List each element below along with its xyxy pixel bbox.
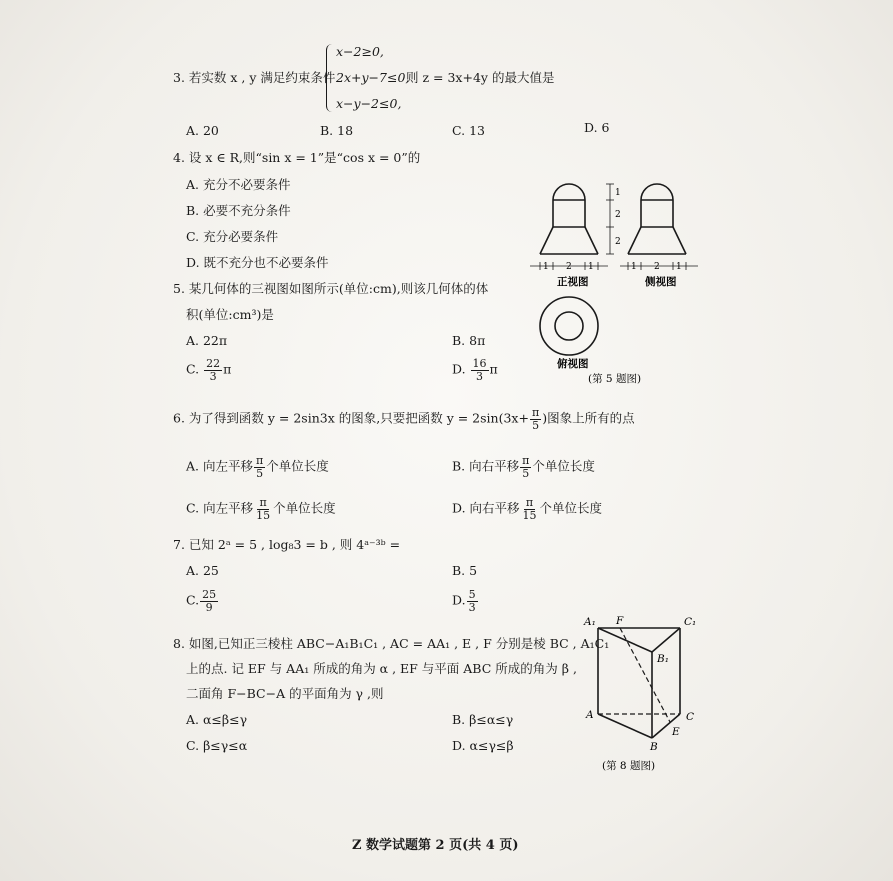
q8-prism-figure xyxy=(580,612,710,777)
q7-option-a: A. 25 xyxy=(186,563,219,578)
q3-constraint-2: 2x+y−7≤0, xyxy=(336,70,410,85)
label-e: E xyxy=(672,726,680,738)
front-view-label: 正视图 xyxy=(557,276,589,288)
q8-line-1: 8. 如图,已知正三棱柱 ABC−A₁B₁C₁ , AC = AA₁ , E , F 分别是棱 BC , A₁C₁ xyxy=(173,636,610,651)
q5-figure-caption: (第 5 题图) xyxy=(588,373,642,385)
q5-line-2: 积(单位:cm³)是 xyxy=(186,307,274,322)
q4-option-c: C. 充分必要条件 xyxy=(186,229,279,244)
q6-option-b-fraction: $\frac{\pi}{5}$ xyxy=(522,454,530,480)
q8-option-d: D. α≤γ≤β xyxy=(452,738,514,753)
top-view-label: 俯视图 xyxy=(557,358,589,370)
q6-option-b: B. 向右平移 $\frac{\pi}{5}$ 个单位长度 xyxy=(452,454,595,480)
front-dim-center: 2 xyxy=(566,262,572,272)
q6-option-c: C. 向左平移 $\frac{\pi}{15}$ 个单位长度 xyxy=(186,496,336,522)
q7-option-d: D. $\frac{5}{3}$ xyxy=(452,588,476,614)
q3-brace xyxy=(326,44,335,112)
q3-stem: 3. 若实数 x , y 满足约束条件 xyxy=(173,70,336,85)
label-b1: B₁ xyxy=(657,653,669,665)
q6-option-a: A. 向左平移 $\frac{\pi}{5}$ 个单位长度 xyxy=(186,454,329,480)
q8-line-3: 二面角 F−BC−A 的平面角为 γ ,则 xyxy=(186,686,384,701)
q3-option-d: D. 6 xyxy=(584,120,610,135)
q3-constraint-1: x−2≥0, xyxy=(336,44,384,59)
q5-line-1: 5. 某几何体的三视图如图所示(单位:cm),则该几何体的体 xyxy=(173,281,489,296)
page-footer: Z 数学试题第 2 页(共 4 页) xyxy=(352,838,519,853)
q6-option-c-fraction: $\frac{\pi}{15}$ xyxy=(256,496,271,522)
front-dim-right: 1 xyxy=(588,262,594,272)
q3-constraint-3: x−y−2≤0, xyxy=(336,96,402,111)
q6-stem: 6. 为了得到函数 y = 2sin3x 的图象,只要把函数 y = 2sin(3x+ $\frac{\pi}{5}$ )图象上所有的点 xyxy=(173,406,635,432)
front-dim-left: 1 xyxy=(543,262,549,272)
label-a1: A₁ xyxy=(584,616,596,628)
q3-option-c: C. 13 xyxy=(452,123,485,138)
q5-option-b: B. 8π xyxy=(452,333,486,348)
q7-option-c: C. $\frac{25}{9}$ xyxy=(186,588,217,614)
side-dim-center: 2 xyxy=(654,262,660,272)
dim-middle: 2 xyxy=(615,210,621,220)
label-b: B xyxy=(650,741,658,753)
side-view-label: 侧视图 xyxy=(645,276,677,288)
q3-option-b: B. 18 xyxy=(320,123,354,138)
vertical-dimensions xyxy=(606,184,614,254)
top-view-inner-circle xyxy=(555,312,583,340)
q4-option-d: D. 既不充分也不必要条件 xyxy=(186,255,329,270)
q5-three-views-figure xyxy=(528,170,708,390)
side-view-drawing xyxy=(628,184,686,254)
q8-option-b: B. β≤α≤γ xyxy=(452,712,514,727)
q4-option-a: A. 充分不必要条件 xyxy=(186,177,291,192)
q4-option-b: B. 必要不充分条件 xyxy=(186,203,291,218)
q5-option-c: C. $\frac{22}{3}$ π xyxy=(186,357,232,383)
q7-option-b: B. 5 xyxy=(452,563,478,578)
q5-option-c-label: C. xyxy=(186,361,200,377)
prism-edges xyxy=(598,628,680,738)
q8-option-a: A. α≤β≤γ xyxy=(186,712,248,727)
top-view-outer-circle xyxy=(540,297,598,355)
q3-tail: 则 z = 3x+4y 的最大值是 xyxy=(406,70,555,85)
side-dim-right: 1 xyxy=(676,262,682,272)
dim-bottom: 2 xyxy=(615,237,621,247)
q5-option-c-fraction: $\frac{22}{3}$ xyxy=(206,357,221,383)
label-f: F xyxy=(616,615,624,627)
side-dim-left: 1 xyxy=(631,262,637,272)
q6-option-a-fraction: $\frac{\pi}{5}$ xyxy=(255,454,264,480)
q6-stem-fraction: $\frac{\pi}{5}$ xyxy=(531,406,540,432)
q4-stem: 4. 设 x ∈ R,则“sin x = 1”是“cos x = 0”的 xyxy=(173,150,421,165)
q8-figure-caption: (第 8 题图) xyxy=(602,760,656,772)
label-c1: C₁ xyxy=(684,616,697,628)
q5-option-d-label: D. xyxy=(452,361,466,377)
label-c: C xyxy=(686,711,695,723)
q5-option-a: A. 22π xyxy=(186,333,228,348)
q5-option-d: D. $\frac{16}{3}$ π xyxy=(452,357,498,383)
q6-option-d-fraction: $\frac{\pi}{15}$ xyxy=(522,496,537,522)
q8-option-c: C. β≤γ≤α xyxy=(186,738,248,753)
q7-option-c-fraction: $\frac{25}{9}$ xyxy=(202,588,217,614)
q8-line-2: 上的点. 记 EF 与 AA₁ 所成的角为 α , EF 与平面 ABC 所成的角为 β , xyxy=(186,661,577,676)
front-view-drawing xyxy=(540,184,598,254)
q3-option-a: A. 20 xyxy=(186,123,219,138)
q7-stem: 7. 已知 2ᵃ = 5 , log₈3 = b , 则 4ᵃ⁻³ᵇ = xyxy=(173,537,401,552)
q7-option-d-fraction: $\frac{5}{3}$ xyxy=(468,588,476,614)
label-a: A xyxy=(586,709,594,721)
q5-option-d-fraction: $\frac{16}{3}$ xyxy=(472,357,487,383)
dim-top: 1 xyxy=(615,188,621,198)
q6-option-d: D. 向右平移 $\frac{\pi}{15}$ 个单位长度 xyxy=(452,496,603,522)
